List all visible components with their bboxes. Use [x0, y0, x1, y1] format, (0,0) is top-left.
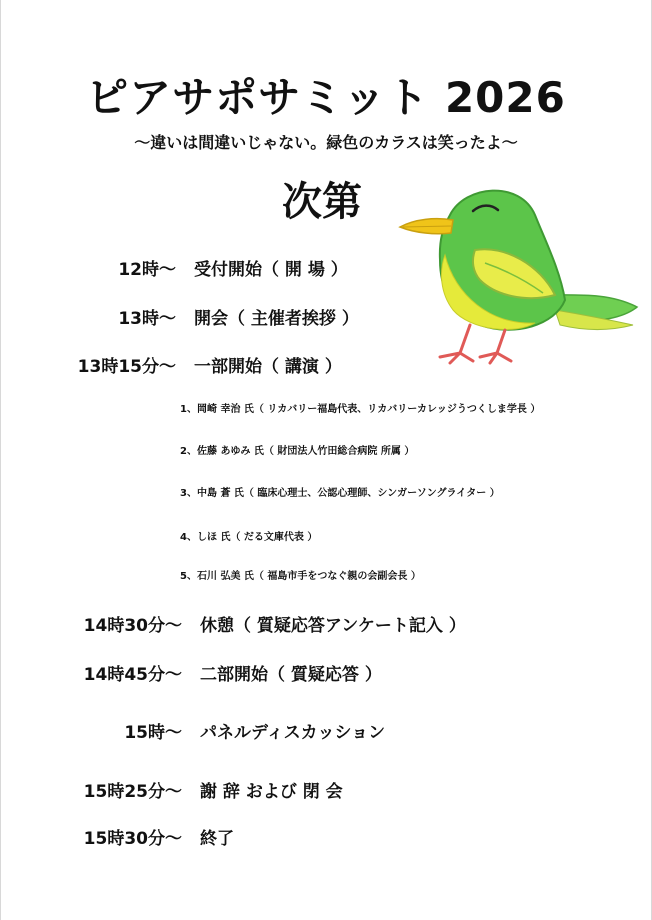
schedule-time: 14時30分～	[83, 616, 182, 636]
schedule-text: 終了	[200, 829, 234, 849]
program-heading: 次第	[282, 179, 362, 225]
speaker-item: 1、岡崎 幸治 氏（ リカバリー福島代表、リカバリーカレッジうつくしま学長 ）	[180, 404, 541, 415]
schedule-time: 13時～	[118, 309, 176, 329]
speaker-item: 5、石川 弘美 氏（ 福島市手をつなぐ親の会副会長 ）	[180, 571, 421, 582]
schedule-time: 14時45分～	[83, 665, 182, 685]
schedule-text: 休憩（ 質疑応答アンケート記入 ）	[200, 616, 466, 636]
schedule-text: 開会（ 主催者挨拶 ）	[194, 309, 359, 329]
schedule-text: 二部開始（ 質疑応答 ）	[200, 665, 382, 685]
speaker-item: 4、しほ 氏（ だる文庫代表 ）	[180, 532, 318, 543]
schedule-text: 一部開始（ 講演 ）	[194, 357, 342, 377]
schedule-text: 謝 辞 および 閉 会	[200, 782, 343, 802]
schedule-time: 15時～	[124, 723, 182, 743]
speaker-item: 2、佐藤 あゆみ 氏（ 財団法人竹田総合病院 所属 ）	[180, 446, 415, 457]
schedule-text: パネルディスカッション	[200, 723, 386, 743]
schedule-time: 12時～	[118, 260, 176, 280]
page-title: ピアサポサミット 2026	[86, 73, 566, 122]
schedule-time: 15時30分～	[83, 829, 182, 849]
green-crow-illustration	[395, 175, 645, 370]
schedule-time: 15時25分～	[83, 782, 182, 802]
page-subtitle: ～違いは間違いじゃない。緑色のカラスは笑ったよ～	[134, 133, 518, 152]
schedule-text: 受付開始（ 開 場 ）	[194, 260, 348, 280]
speaker-item: 3、中島 蒼 氏（ 臨床心理士、公認心理師、シンガーソングライター ）	[180, 488, 500, 499]
schedule-time: 13時15分～	[77, 357, 176, 377]
